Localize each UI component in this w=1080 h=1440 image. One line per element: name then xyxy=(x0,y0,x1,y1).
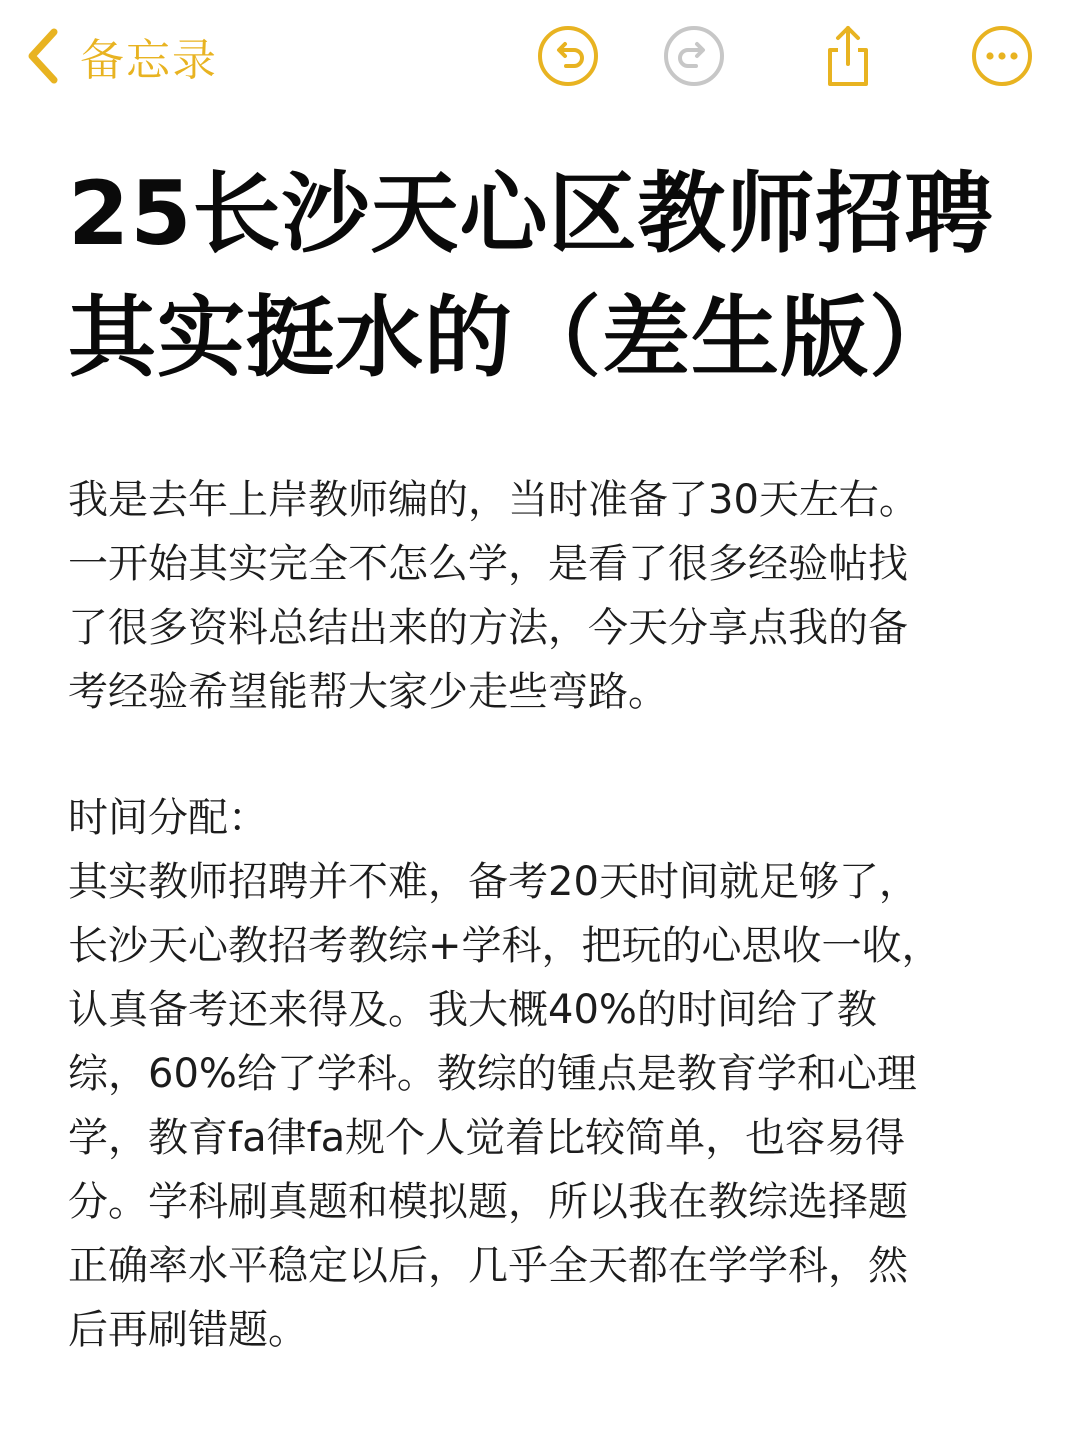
text-line: 认真备考还来得及。我大概40%的时间给了教 xyxy=(68,987,877,1033)
text-line: 分。学科刷真题和模拟题，所以我在教综选择题 xyxy=(68,1179,908,1225)
more-button[interactable] xyxy=(968,22,1036,90)
title-line: 25长沙天心区教师招聘 xyxy=(68,162,994,265)
text-line: 综，60%给了学科。教综的锺点是教育学和心理 xyxy=(68,1051,917,1097)
navigation-bar xyxy=(0,0,1080,120)
share-icon xyxy=(816,22,880,90)
redo-icon xyxy=(662,24,726,88)
share-button[interactable] xyxy=(814,22,882,90)
intro-paragraph[interactable] xyxy=(68,468,1018,724)
back-label: 备忘录 xyxy=(80,35,218,86)
back-button[interactable] xyxy=(22,22,218,90)
text-line: 考经验希望能帮大家少走些弯路。 xyxy=(68,669,668,715)
text-line: 我是去年上岸教师编的，当时准备了30天左右。 xyxy=(68,477,919,523)
text-line: 长沙天心教招考教综+学科，把玩的心思收一收， xyxy=(68,923,942,969)
section-heading: 时间分配： xyxy=(68,795,268,841)
more-icon xyxy=(970,24,1034,88)
title-line: 其实挺水的（差生版） xyxy=(68,286,959,389)
undo-icon xyxy=(536,24,600,88)
text-line: 了很多资料总结出来的方法，今天分享点我的备 xyxy=(68,605,908,651)
redo-button[interactable] xyxy=(660,22,728,90)
undo-button[interactable] xyxy=(534,22,602,90)
text-line: 学，教育fa律fa规个人觉着比较简单，也容易得 xyxy=(68,1115,906,1161)
note-title[interactable] xyxy=(68,152,1028,400)
chevron-left-icon xyxy=(22,26,62,86)
text-line: 一开始其实完全不怎么学，是看了很多经验帖找 xyxy=(68,541,908,587)
text-line: 正确率水平稳定以后，几乎全天都在学学科，然 xyxy=(68,1243,908,1289)
text-line: 其实教师招聘并不难，备考20天时间就足够了， xyxy=(68,859,919,905)
text-line: 后再刷错题。 xyxy=(68,1307,308,1353)
time-allocation-section[interactable] xyxy=(68,786,1018,1362)
